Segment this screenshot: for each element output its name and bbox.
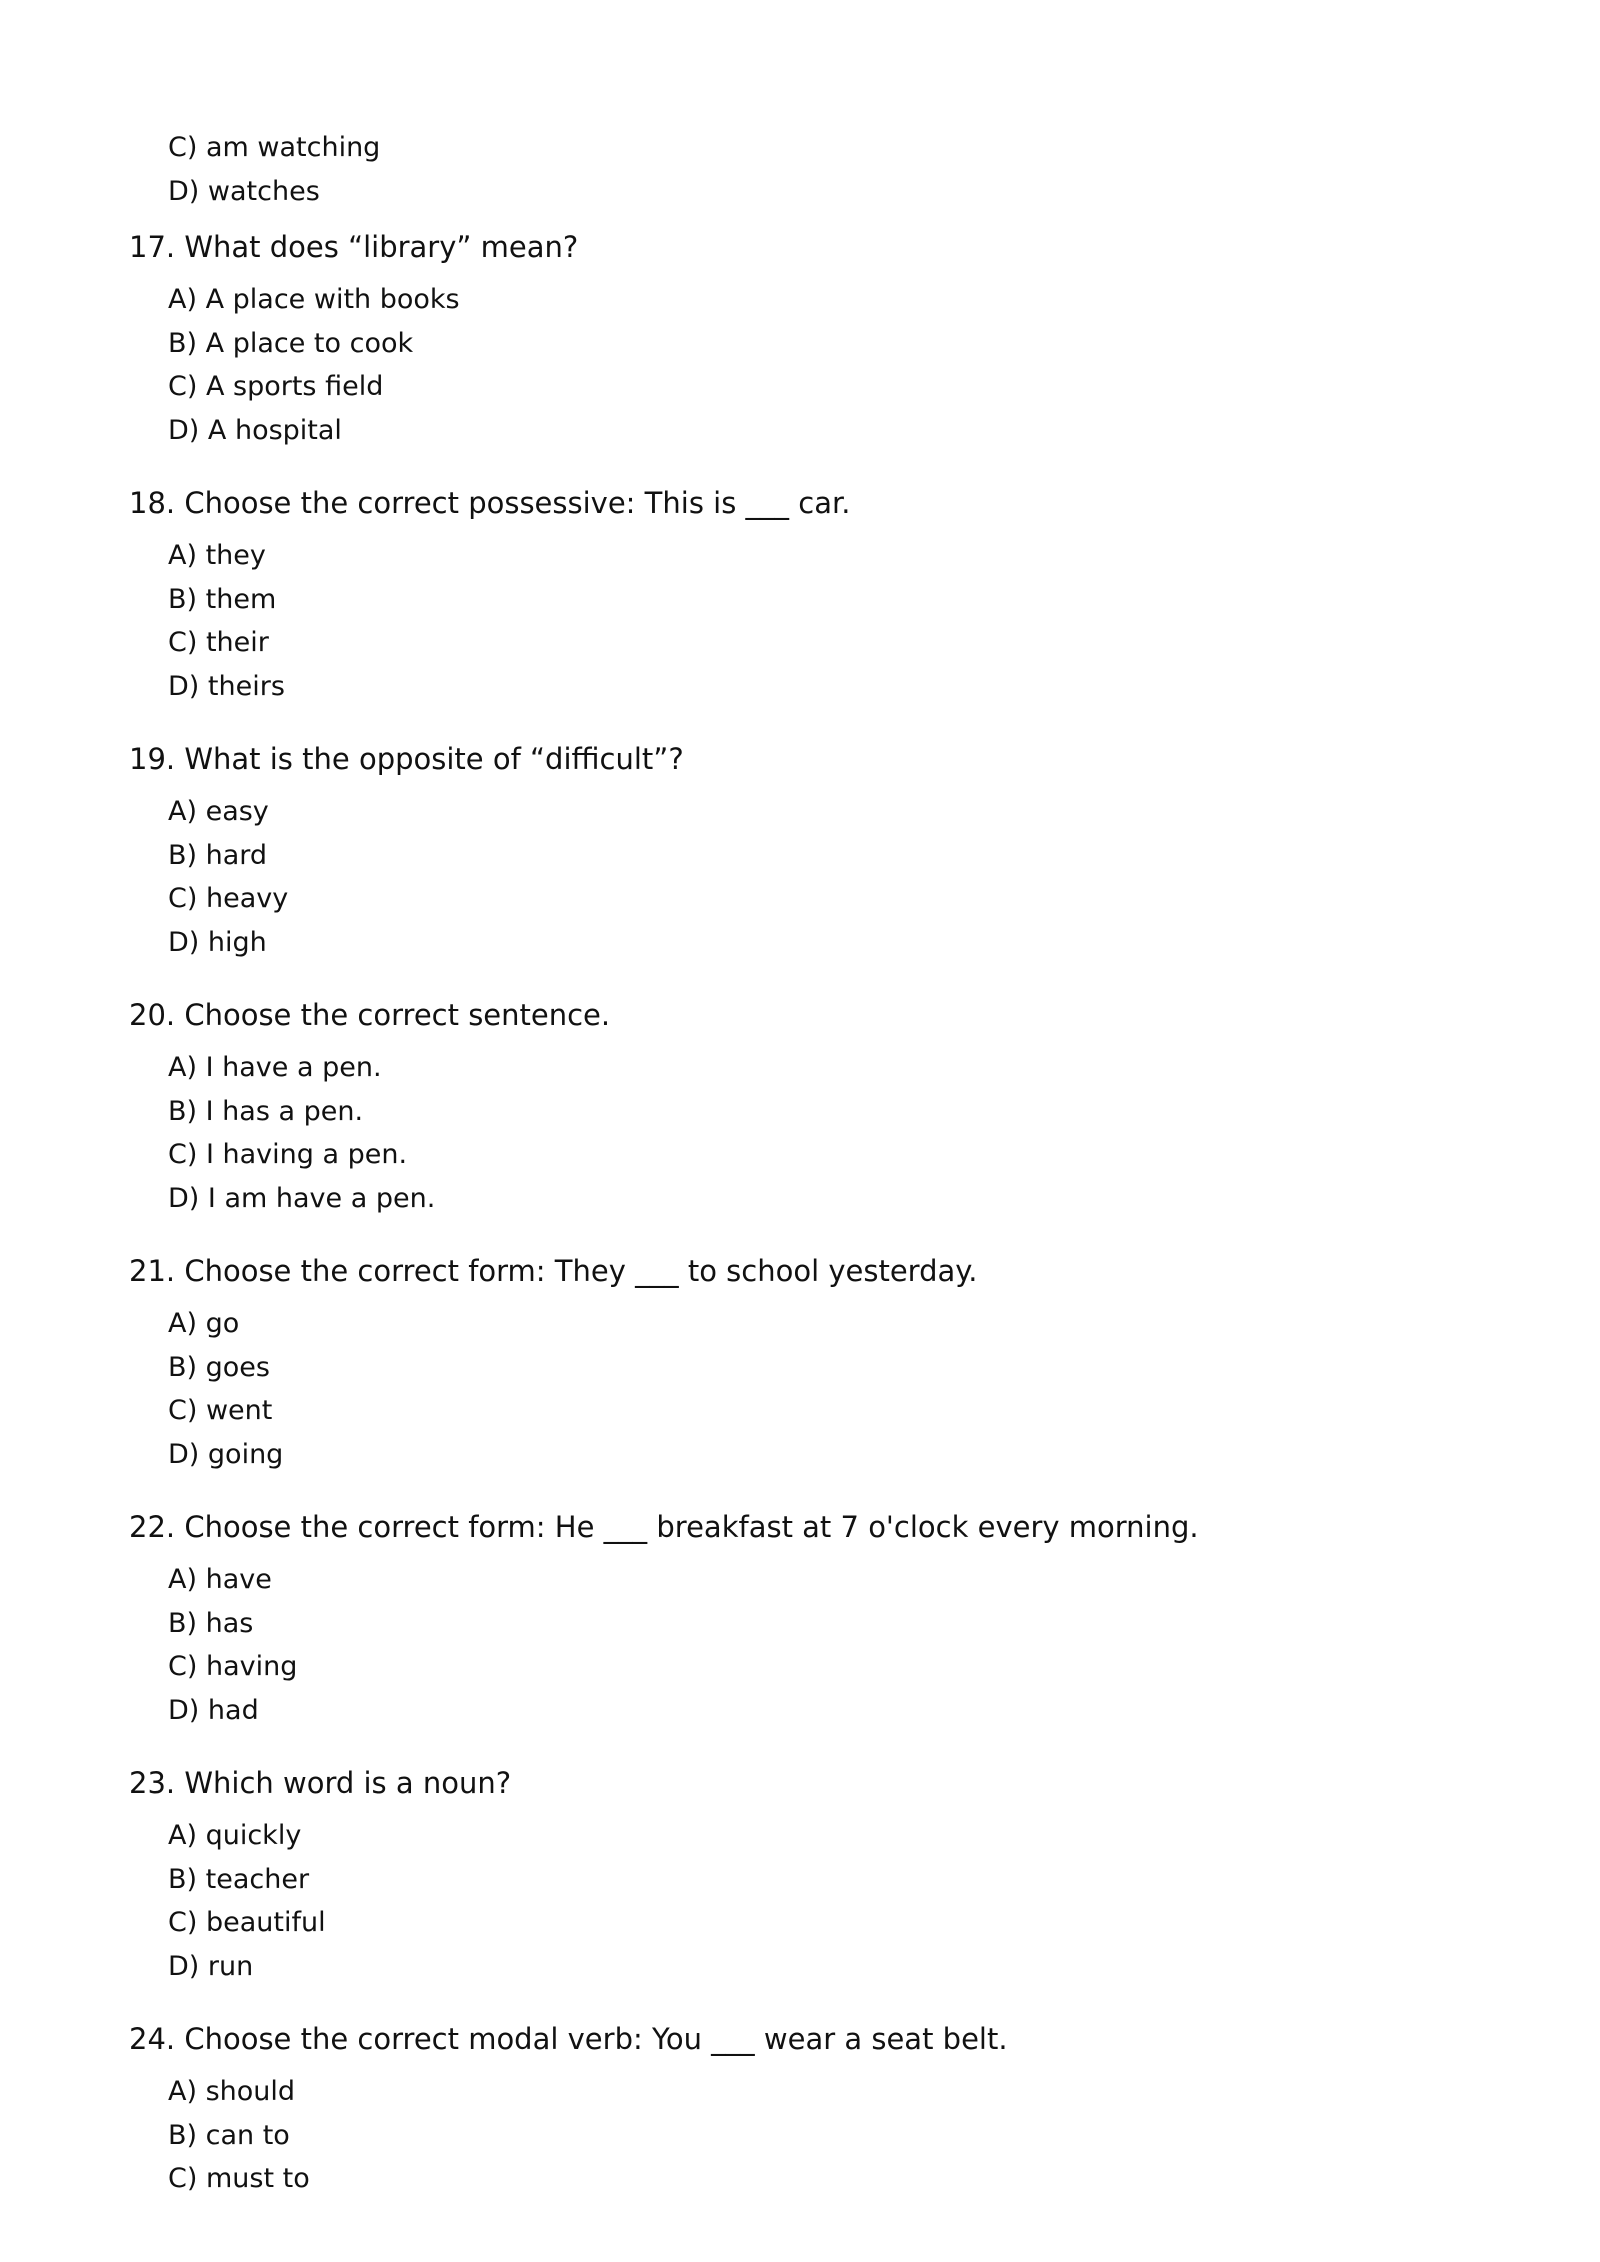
option: B) hard <box>168 839 268 871</box>
option: D) going <box>168 1438 284 1470</box>
question-text: 17. What does “library” mean? <box>129 230 579 264</box>
question-text: 19. What is the opposite of “difficult”? <box>129 742 684 776</box>
question-list <box>129 226 1529 2231</box>
option: C) am watching <box>168 132 381 163</box>
question-18 <box>129 482 1529 708</box>
question-19 <box>129 738 1529 964</box>
question-24 <box>129 2018 1529 2201</box>
option: D) I am have a pen. <box>168 1182 436 1214</box>
option: B) goes <box>168 1351 270 1383</box>
option: C) heavy <box>168 883 289 914</box>
option: A) A place with books <box>168 284 460 315</box>
option: C) A sports field <box>168 371 384 402</box>
option: A) I have a pen. <box>168 1052 382 1083</box>
option: C) must to <box>168 2163 310 2194</box>
question-text: 22. Choose the correct form: He ___ breakfast at 7 o'clock every morning. <box>129 1510 1199 1544</box>
option: B) teacher <box>168 1863 310 1895</box>
continued-options <box>168 126 380 213</box>
option: B) has <box>168 1607 254 1639</box>
option: B) I has a pen. <box>168 1095 364 1127</box>
option: C) having <box>168 1651 298 1682</box>
question-text: 20. Choose the correct sentence. <box>129 998 611 1032</box>
option: D) had <box>168 1694 259 1726</box>
question-20 <box>129 994 1529 1220</box>
question-text: 23. Which word is a noun? <box>129 1766 512 1800</box>
option: A) quickly <box>168 1820 302 1851</box>
option: D) theirs <box>168 670 285 702</box>
question-22 <box>129 1506 1529 1732</box>
option: C) beautiful <box>168 1907 326 1938</box>
question-text: 24. Choose the correct modal verb: You ___ wear a seat belt. <box>129 2022 1008 2056</box>
question-17 <box>129 226 1529 452</box>
option: D) watches <box>168 175 320 207</box>
option: B) can to <box>168 2119 290 2151</box>
option: A) they <box>168 540 266 571</box>
option: B) them <box>168 583 277 615</box>
question-text: 21. Choose the correct form: They ___ to school yesterday. <box>129 1254 978 1288</box>
question-21 <box>129 1250 1529 1476</box>
question-23 <box>129 1762 1529 1988</box>
option: D) A hospital <box>168 414 342 446</box>
option: D) run <box>168 1950 254 1982</box>
option: C) their <box>168 627 269 658</box>
option: A) have <box>168 1564 272 1595</box>
option: C) I having a pen. <box>168 1139 408 1170</box>
option: D) high <box>168 926 267 958</box>
option: A) go <box>168 1308 240 1339</box>
option: C) went <box>168 1395 273 1426</box>
question-text: 18. Choose the correct possessive: This is ___ car. <box>129 486 851 520</box>
option: A) easy <box>168 796 269 827</box>
option: A) should <box>168 2076 296 2107</box>
option: B) A place to cook <box>168 327 414 359</box>
